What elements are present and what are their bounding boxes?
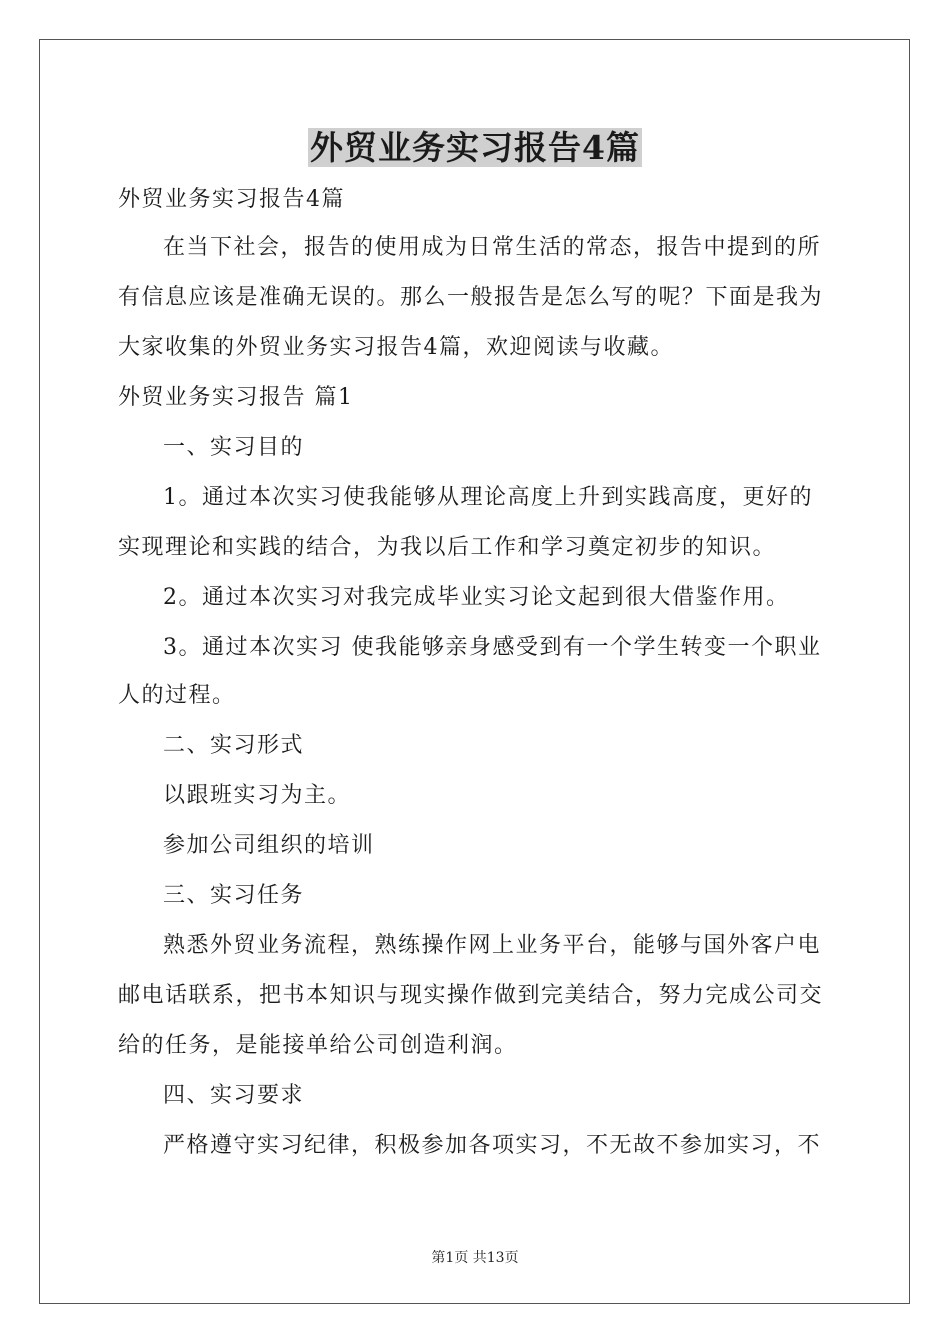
text-line: 外贸业务实习报告 篇1 xyxy=(118,385,354,410)
document-title xyxy=(0,126,950,170)
text-line: 邮电话联系，把书本知识与现实操作做到完美结合，努力完成公司交 xyxy=(118,983,824,1008)
document-title-text: 外贸业务实习报告4篇 xyxy=(310,128,640,167)
text-line: 三、实习任务 xyxy=(163,883,305,908)
text-line: 以跟班实习为主。 xyxy=(163,783,352,808)
text-line: 实现理论和实践的结合，为我以后工作和学习奠定初步的知识。 xyxy=(118,535,777,560)
text-line: 大家收集的外贸业务实习报告4篇，欢迎阅读与收藏。 xyxy=(118,335,674,360)
text-line: 有信息应该是准确无误的。那么一般报告是怎么写的呢？下面是我为 xyxy=(118,285,824,310)
text-line: 3。通过本次实习 使我能够亲身感受到有一个学生转变一个职业 xyxy=(163,635,822,660)
text-line: 四、实习要求 xyxy=(163,1083,305,1108)
text-line: 1。通过本次实习使我能够从理论高度上升到实践高度，更好的 xyxy=(163,485,813,510)
text-line: 外贸业务实习报告4篇 xyxy=(118,187,345,212)
text-line: 严格遵守实习纪律，积极参加各项实习，不无故不参加实习，不 xyxy=(163,1133,822,1158)
text-line: 2。通过本次实习对我完成毕业实习论文起到很大借鉴作用。 xyxy=(163,585,790,610)
text-line: 在当下社会，报告的使用成为日常生活的常态，报告中提到的所 xyxy=(163,235,822,260)
text-line: 一、实习目的 xyxy=(163,435,305,460)
page-footer: 第1页 共13页 xyxy=(431,1250,519,1266)
text-line: 给的任务，是能接单给公司创造利润。 xyxy=(118,1033,518,1058)
text-line: 参加公司组织的培训 xyxy=(163,833,375,858)
text-line: 二、实习形式 xyxy=(163,733,305,758)
text-line: 人的过程。 xyxy=(118,683,236,708)
page-border xyxy=(39,39,910,1304)
text-line: 熟悉外贸业务流程，熟练操作网上业务平台，能够与国外客户电 xyxy=(163,933,822,958)
